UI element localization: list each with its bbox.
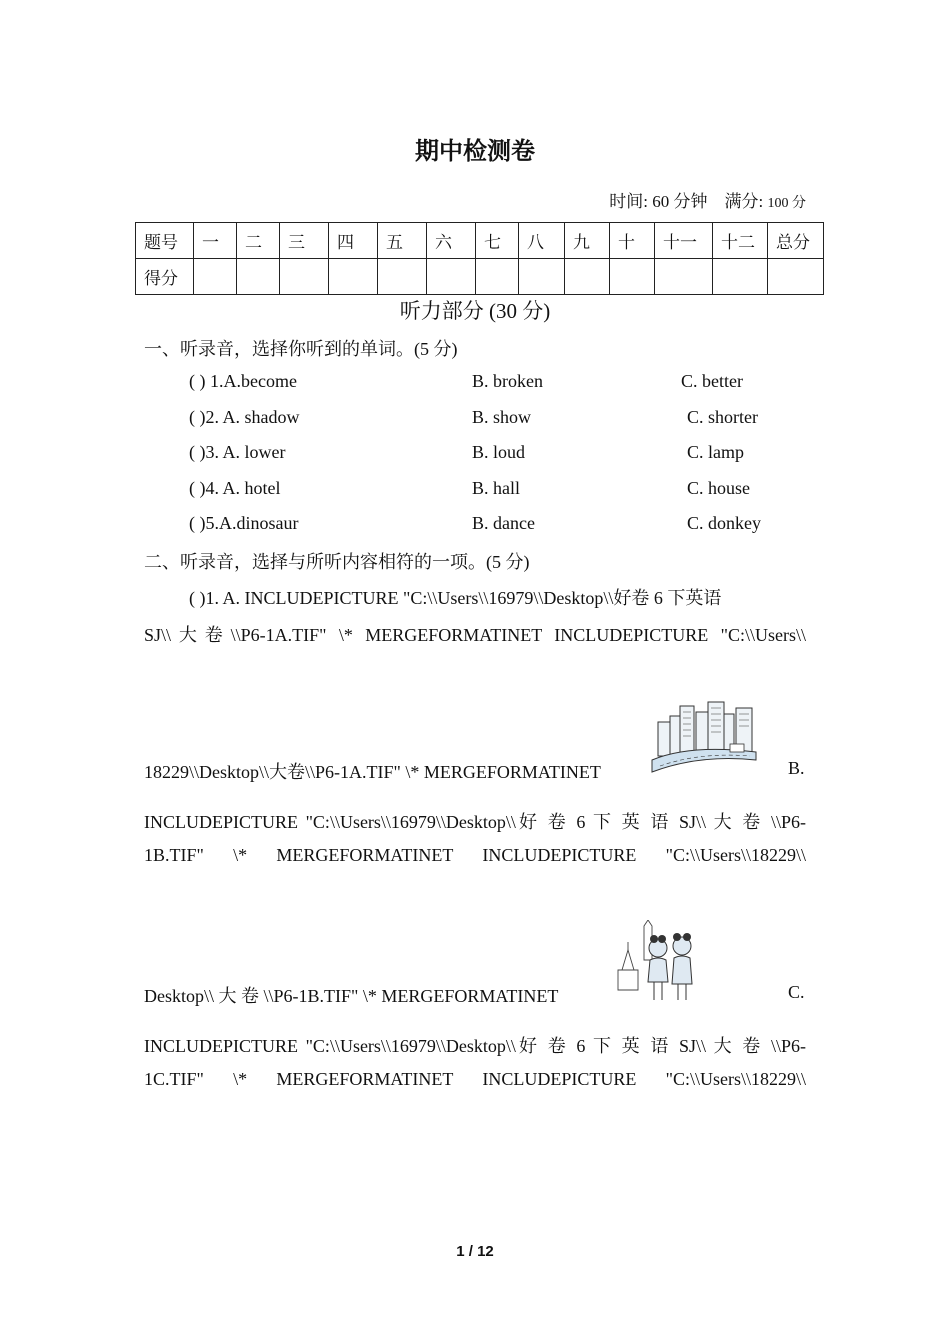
part2-instruction: 二、听录音，选择与所听内容相符的一项。(5 分) — [144, 552, 530, 572]
listening-section-title: 听力部分 (30 分) — [399, 299, 551, 323]
page-title: 期中检测卷 — [415, 137, 535, 165]
score-cell[interactable] — [655, 259, 713, 295]
time-limit: 时间: 60 分钟 — [609, 192, 708, 211]
part2-option-c-label: C. — [788, 982, 805, 1002]
question-1: ( ) 1.A.become — [189, 371, 297, 391]
option-b: B. dance — [472, 513, 535, 533]
option-b: B. show — [472, 407, 532, 427]
table-cell: 八 — [519, 223, 565, 259]
children-illustration — [614, 920, 702, 1002]
part2-option-b-label: B. — [788, 758, 805, 778]
score-table-header-row — [136, 223, 824, 259]
part2-line: 18229\\Desktop\\大卷\\P6-1A.TIF" \* MERGEFORMATINET — [144, 762, 601, 782]
option-b: B. loud — [472, 442, 526, 462]
part2-line: 1B.TIF" \* MERGEFORMATINET INCLUDEPICTURE "C:\\Users\\18229\\ — [144, 845, 806, 865]
page-number: 1 / 12 — [456, 1243, 494, 1260]
question-2: ( )2. A. shadow — [189, 407, 300, 427]
score-cell[interactable] — [280, 259, 329, 295]
option-c: C. shorter — [687, 407, 758, 427]
table-cell: 四 — [329, 223, 378, 259]
score-cell[interactable] — [427, 259, 476, 295]
table-cell: 三 — [280, 223, 329, 259]
table-cell: 总分 — [768, 223, 824, 259]
part2-line: INCLUDEPICTURE "C:\\Users\\16979\\Desktop\\好 卷 6 下 英 语 SJ\\ 大 卷 \\P6- — [144, 812, 806, 832]
option-c: C. house — [687, 478, 750, 498]
option-c: C. better — [681, 371, 743, 391]
table-cell: 十一 — [655, 223, 713, 259]
score-cell[interactable] — [329, 259, 378, 295]
score-cell[interactable] — [768, 259, 824, 295]
option-b: B. broken — [472, 371, 543, 391]
score-cell[interactable] — [378, 259, 427, 295]
table-cell: 七 — [476, 223, 519, 259]
table-cell: 得分 — [136, 259, 194, 295]
score-cell[interactable] — [713, 259, 768, 295]
question-5: ( )5.A.dinosaur — [189, 513, 299, 533]
option-b: B. hall — [472, 478, 520, 498]
score-cell[interactable] — [610, 259, 655, 295]
city-illustration — [650, 700, 758, 778]
table-cell: 二 — [237, 223, 280, 259]
option-c: C. donkey — [687, 513, 761, 533]
question-3: ( )3. A. lower — [189, 442, 286, 462]
score-cell[interactable] — [237, 259, 280, 295]
score-cell[interactable] — [565, 259, 610, 295]
full-score-value: 100 分 — [767, 196, 806, 211]
part2-line: Desktop\\ 大 卷 \\P6-1B.TIF" \* MERGEFORMATINET — [144, 986, 559, 1006]
table-cell: 题号 — [136, 223, 194, 259]
score-cell[interactable] — [194, 259, 237, 295]
table-cell: 十二 — [713, 223, 768, 259]
part2-line: ( )1. A. INCLUDEPICTURE "C:\\Users\\16979\\Desktop\\好卷 6 下英语 — [189, 588, 722, 608]
table-cell: 九 — [565, 223, 610, 259]
score-cell[interactable] — [476, 259, 519, 295]
score-table — [135, 222, 824, 295]
time-info — [609, 187, 806, 212]
part2-line: 1C.TIF" \* MERGEFORMATINET INCLUDEPICTURE "C:\\Users\\18229\\ — [144, 1069, 806, 1089]
question-4: ( )4. A. hotel — [189, 478, 281, 498]
part2-line: SJ\\大卷\\P6-1A.TIF" \* MERGEFORMATINET INCLUDEPICTURE "C:\\Users\\ — [144, 625, 806, 645]
option-c: C. lamp — [687, 442, 744, 462]
table-cell: 六 — [427, 223, 476, 259]
table-cell: 十 — [610, 223, 655, 259]
part1-instruction: 一、听录音，选择你听到的单词。(5 分) — [144, 339, 458, 359]
score-table-score-row — [136, 259, 824, 295]
part2-line: INCLUDEPICTURE "C:\\Users\\16979\\Desktop\\好 卷 6 下 英 语 SJ\\ 大 卷 \\P6- — [144, 1036, 806, 1056]
full-score-label: 满分: — [724, 192, 764, 211]
table-cell: 五 — [378, 223, 427, 259]
score-cell[interactable] — [519, 259, 565, 295]
table-cell: 一 — [194, 223, 237, 259]
